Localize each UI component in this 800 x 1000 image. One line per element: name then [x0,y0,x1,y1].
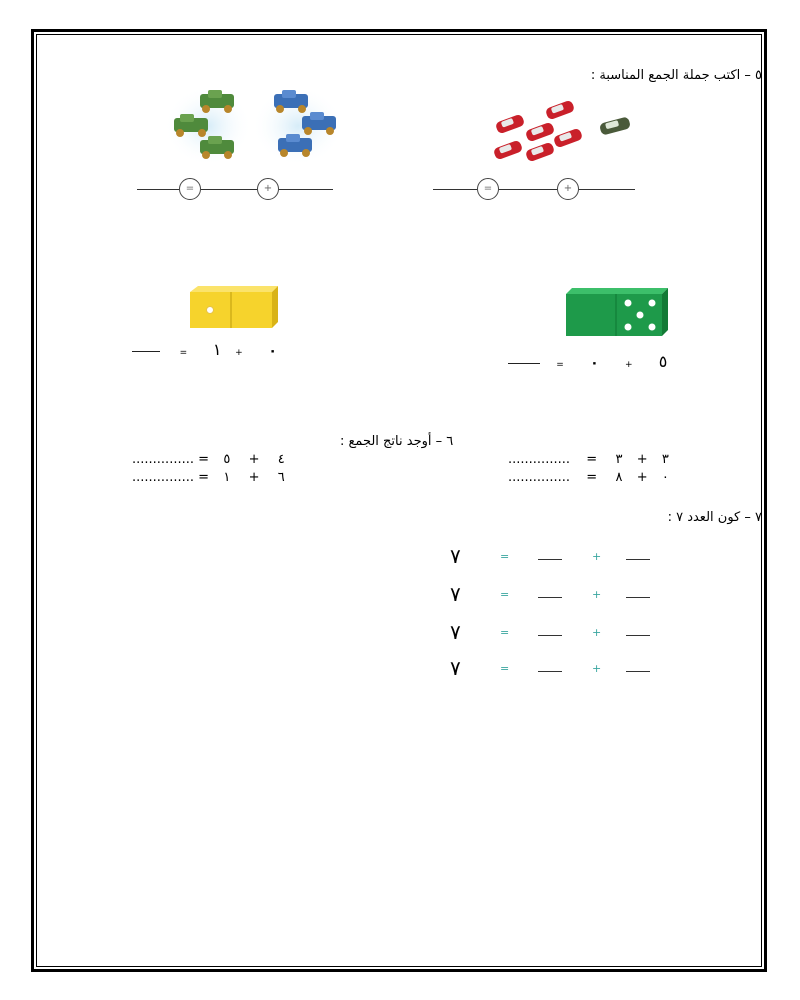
green-car-icon [599,116,631,135]
answer-blank[interactable] [626,559,650,560]
answer-line [579,189,635,190]
answer-blank[interactable] [626,597,650,598]
number-b: ٥ [223,452,231,467]
number-a: ٥ [658,352,668,371]
q6-right-row-2 [508,470,669,485]
answer-blank[interactable] [626,635,650,636]
number-a: ٣ [661,452,669,467]
domino-left-equation [132,340,277,359]
number-b: ٣ [615,452,623,467]
q6-right-row-1 [508,452,669,467]
number-b: ٠ [590,355,599,371]
number-b: ١ [223,470,231,485]
plus-sign: + [235,348,243,358]
circle-plus[interactable]: + [557,178,579,200]
cars-picture [490,98,640,164]
equals-sign: = [500,662,510,675]
q7-title: ٧ – كون العدد ٧ : [667,510,762,525]
answer-line [279,189,333,190]
red-car-icon [545,100,575,121]
q7-row [450,584,660,604]
page-frame-inner [36,34,762,967]
answer-line [137,189,179,190]
answer-dots[interactable]: ............... [508,470,570,485]
answer-line [499,189,557,190]
q6-title: ٦ – أوجد ناتج الجمع : [340,434,454,449]
number-seven: ٧ [450,620,461,644]
plus-sign: + [592,626,602,639]
red-car-icon [525,142,555,163]
red-car-icon [553,128,583,149]
equals-sign: = [198,452,210,467]
q7-row [450,658,660,678]
equals-sign: = [586,452,598,467]
number-seven: ٧ [450,582,461,606]
number-a: ٤ [277,452,285,467]
answer-dots[interactable]: ............... [132,470,194,485]
number-b: ١ [212,340,222,359]
q6-left-row-1 [132,452,285,467]
equals-sign: = [179,348,188,358]
answer-dots[interactable]: ............... [508,452,570,467]
plus-sign: + [636,452,648,467]
answer-blank[interactable] [538,635,562,636]
plus-sign: + [636,470,648,485]
circle-plus[interactable]: + [257,178,279,200]
answer-blank[interactable] [132,351,160,352]
answer-blank[interactable] [538,671,562,672]
domino-yellow [188,284,280,330]
equals-sign: = [586,470,598,485]
domino-right-equation [508,352,667,371]
number-seven: ٧ [450,656,461,680]
red-car-icon [525,122,555,143]
equals-sign: = [500,588,510,601]
answer-line [201,189,257,190]
plus-sign: + [248,470,260,485]
circle-eq[interactable]: = [477,178,499,200]
answer-blank[interactable] [626,671,650,672]
number-a: ٠ [268,343,277,359]
circle-eq[interactable]: = [179,178,201,200]
equals-sign: = [198,470,210,485]
answer-line [433,189,477,190]
q6-left-row-2 [132,470,285,485]
q7-row [450,546,660,566]
plus-sign: + [624,360,633,370]
red-car-icon [495,114,525,135]
answer-blank[interactable] [538,559,562,560]
answer-dots[interactable]: ............... [132,452,194,467]
equals-sign: = [500,550,510,563]
answer-blank[interactable] [508,363,540,364]
red-car-icon [493,140,523,161]
plus-sign: + [248,452,260,467]
domino-green [562,286,672,338]
number-seven: ٧ [450,544,461,568]
number-b: ٨ [615,470,623,485]
equals-sign: = [556,360,564,370]
q7-row [450,622,660,642]
plus-sign: + [592,550,602,563]
answer-blank[interactable] [538,597,562,598]
equals-sign: = [500,626,510,639]
plus-sign: + [592,588,602,601]
q5-title: ٥ – اكتب جملة الجمع المناسبة : [590,68,762,83]
trucks-picture [160,86,350,166]
plus-sign: + [592,662,602,675]
number-a: ٦ [277,470,285,485]
number-a: ٠ [661,470,669,485]
